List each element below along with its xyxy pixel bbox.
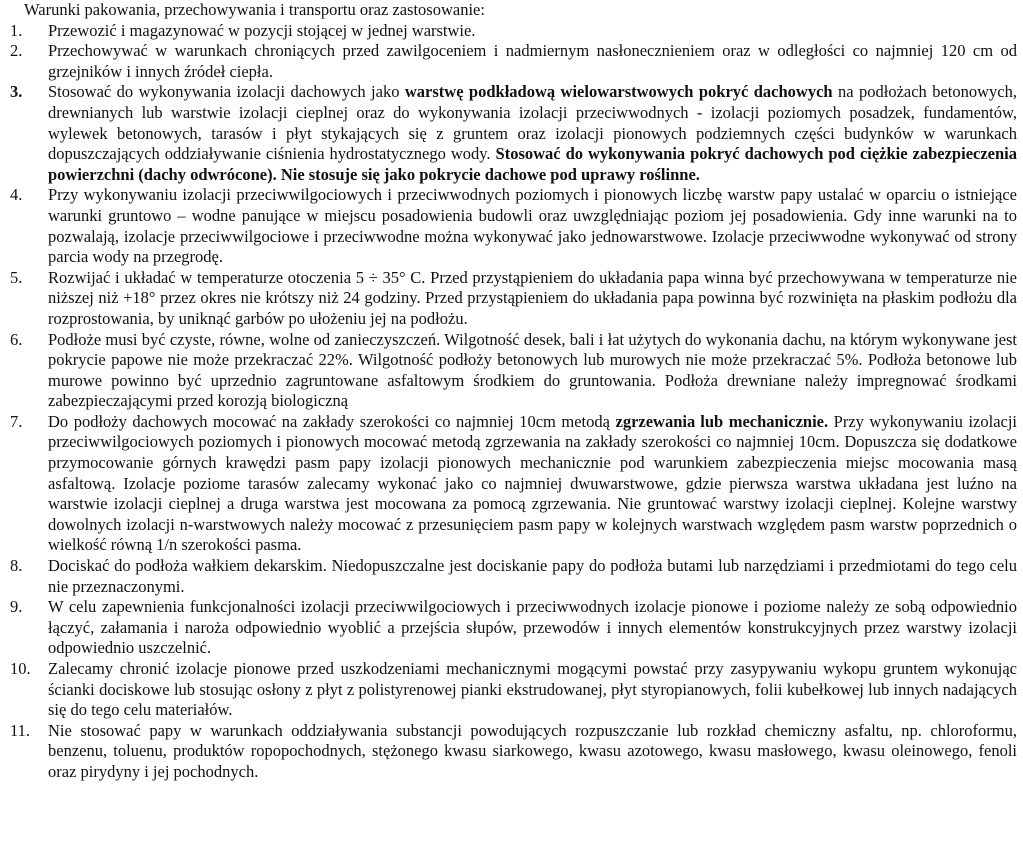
item-text: Przechowywać w warunkach chroniących przed zawilgoceniem i nadmiernym nasłonecznieniem oraz w odległości co najmniej 120 cm od grzejników i innych źródeł ciepła.	[48, 41, 1017, 81]
item-text: W celu zapewnienia funkcjonalności izolacji przeciwwilgociowych i przeciwwodnych izolacje pionowe i poziome należy ze sobą odpowiednio łączyć, załamania i naroża odpowiednio wyoblić a przejścia słupów, przewodów i innych elementów konstrukcyjnych przez warstwy izolacji odpowiednio uszczelnić.	[48, 597, 1017, 658]
item-text: Rozwijać i układać w temperaturze otoczenia 5 ÷ 35° C. Przed przystąpieniem do układania papa winna być przechowywana w temperaturze nie niższej niż +18° przez okres nie krótszy niż 24 godziny. Przed przystąpieniem do układania papa powinna być rozwinięta na płaskim podłożu dla rozprostowania, by uniknąć garbów po ułożeniu jej na podłożu.	[48, 267, 1017, 328]
list-item	[10, 412, 1017, 556]
item-number: 6.	[10, 329, 23, 349]
list-item	[10, 330, 1017, 412]
conditions-list	[10, 21, 1017, 783]
item-number: 9.	[10, 597, 23, 617]
item-text-bold: Stosować do wykonywania pokryć dachowych pod ciężkie zabezpieczenia powierzchni (dachy odwrócone). Nie stosuje się jako pokrycie dachowe pod uprawy roślinne.	[48, 144, 1017, 184]
item-text: Przy wykonywaniu izolacji przeciwwilgociowych i przeciwwodnych poziomych i pionowych liczbę warstw papy ustalać w oparciu o istniejące warunki gruntowo – wodne panujące w miejscu posadowienia budowli oraz uwzględniając poziom jej posadowienia. Gdy inne warunki na to pozwalają, izolacje przeciwwilgociowe i przeciwwodne można wykonywać jako jednowarstwowe. Izolacje przeciwwodne wykonywać od strony parcia wody na przegrodę.	[48, 185, 1017, 267]
list-item	[10, 185, 1017, 267]
item-text: Stosować do wykonywania izolacji dachowych jako	[48, 82, 405, 102]
item-text-bold: lub mechanicznie.	[700, 411, 829, 431]
item-text: na podłożach betonowych, drewnianych lub warstwie izolacji cieplnej oraz do wykonywania izolacji przeciwwodnych - izolacji poziomych posadzek, fundamentów, wylewek betonowych, tarasów i płyt stykających się z gruntem oraz izolacji pionowych podziemnych części budynków w warunkach dopuszczających oddziaływanie ciśnienia hydrostatycznego wody.	[48, 82, 1017, 164]
list-item	[10, 21, 1017, 42]
item-number: 5.	[10, 267, 23, 287]
item-number: 3.	[10, 82, 23, 102]
item-number: 10.	[10, 659, 31, 678]
item-number: 8.	[10, 556, 23, 576]
document-heading: Warunki pakowania, przechowywania i transportu oraz zastosowanie:	[24, 0, 485, 19]
item-text: Podłoże musi być czyste, równe, wolne od zanieczyszczeń. Wilgotność desek, bali i łat użytych do wykonania dachu, na którym wykonywane jest pokrycie papowe nie może przekraczać 22%. Wilgotność podłoży betonowych lub murowych nie może przekraczać 5%. Podłoża betonowe lub murowe powinno być uprzednio zagruntowane asfaltowym środkiem do gruntowania. Podłoża drewniane należy impregnować środkami zabezpieczającymi przed korozją biologiczną	[48, 329, 1017, 411]
item-number: 1.	[10, 20, 23, 40]
item-text: Dociskać do podłoża wałkiem dekarskim. Niedopuszczalne jest dociskanie papy do podłoża butami	[48, 556, 714, 576]
item-text: Do podłoży dachowych mocować na zakłady szerokości co najmniej 10cm metodą	[48, 411, 616, 431]
list-item	[10, 556, 1017, 597]
item-text: Zalecamy chronić izolacje pionowe przed uszkodzeniami mechanicznymi mogącymi powstać przy zasypywaniu wykopu gruntem wykonując ścianki dociskowe lub stosując osłony z płyt z polistyrenowej pianki ekstrudowanej, płyt styropianowych, folii kubełkowej lub innych nadających się do tego celu materiałów.	[48, 659, 1017, 720]
item-text: Przewozić i magazynować w pozycji stojącej w jednej warstwie.	[48, 20, 476, 40]
item-number: 4.	[10, 185, 23, 205]
item-number: 7.	[10, 411, 23, 431]
list-item	[10, 268, 1017, 330]
item-text: Nie stosować papy w warunkach oddziaływania substancji powodujących rozpuszczanie lub rozkład chemiczny asfaltu, np. chloroformu, benzenu, toluenu, produktów ropopochodnych, stężonego kwasu siarkowego, kwasu azotowego, kwasu masłowego, kwasu oleinowego, fenoli oraz pirydyny i jej pochodnych.	[48, 720, 1017, 781]
item-text-bold: warstwę podkładową wielowarstwowych pokryć dachowych	[404, 82, 833, 102]
item-text: Przy wykonywaniu izolacji przeciwwilgociowych poziomych i pionowych mocować metodą zgrzewania na zakłady szerokości co najmniej 10cm. Dopuszcza się dodatkowe przymocowanie górnych krawędzi pasm papy izolacji pionowych mechanicznie pod warunkiem zabezpieczenia miejsc mocowania masą asfaltową. Izolacje poziome tarasów zalecamy wykonać jako co najmniej dwuwarstwowe, gdzie pierwsza warstwa układana jest luźno na warstwie izolacji cieplnej a druga warstwa jest mocowana za pomocą zgrzewania. Nie gruntować warstwy izolacji cieplnej. Kolejne warstwy dowolnych izolacji n-warstwowych należy mocować z przesunięciem pasm papy w kolejnych warstwach względem pasm warstw poprzednich o wielkość równą 1/n szerokości pasma.	[48, 411, 1018, 555]
list-item	[10, 82, 1017, 185]
list-item	[10, 659, 1017, 721]
list-item	[10, 41, 1017, 82]
item-number: 2.	[10, 41, 23, 61]
item-text: lub narzędziami i przedmiotami do tego celu nie przeznaczonymi.	[48, 556, 1017, 596]
item-text-bold: zgrzewania	[615, 411, 696, 431]
list-item	[10, 597, 1017, 659]
item-number: 11.	[10, 720, 31, 740]
list-item	[10, 721, 1017, 783]
